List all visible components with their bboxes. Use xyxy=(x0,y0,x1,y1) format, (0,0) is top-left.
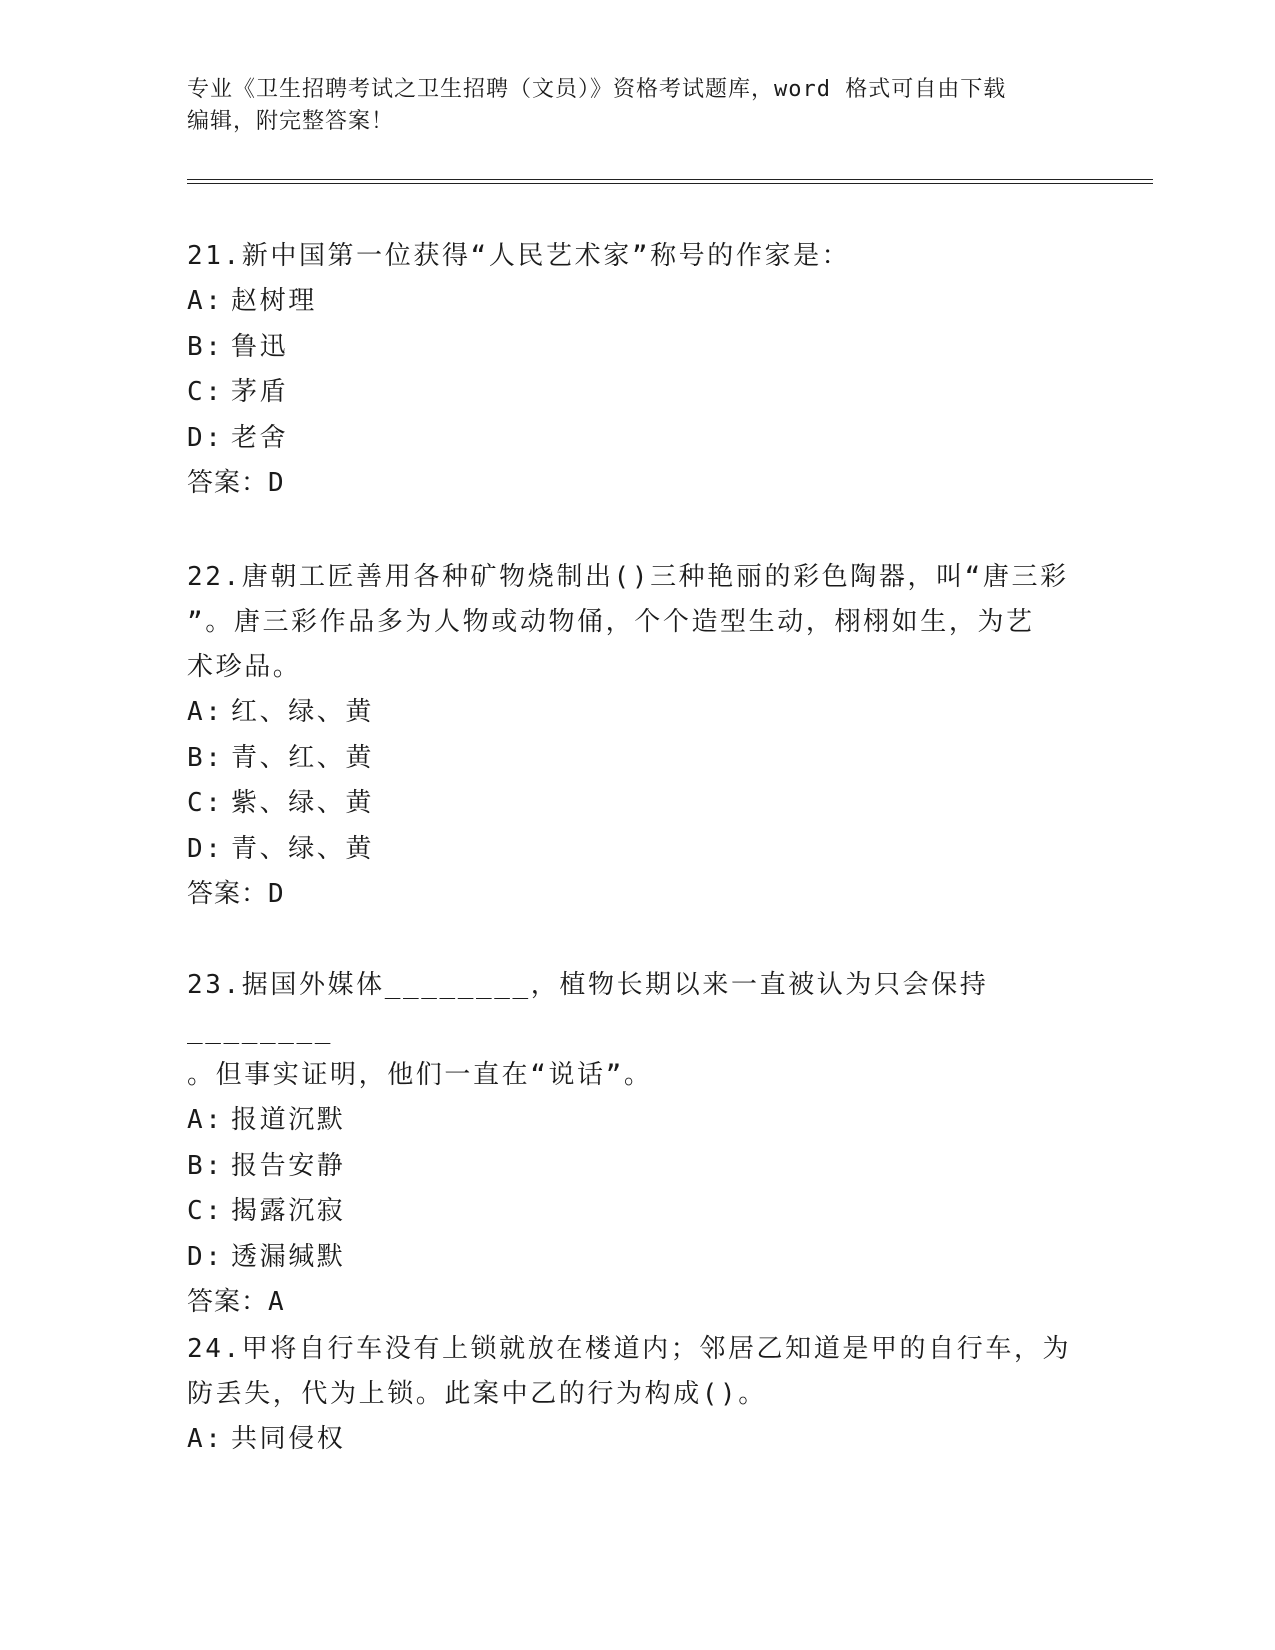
option-d xyxy=(187,827,1087,873)
header-divider-bottom xyxy=(187,183,1153,184)
option-a xyxy=(187,279,1087,325)
option-text: 共同侵权 xyxy=(231,1424,346,1454)
option-label: C: xyxy=(187,1196,224,1226)
answer-value: D xyxy=(268,468,285,498)
question-22 xyxy=(187,555,1087,917)
option-label: C: xyxy=(187,377,224,407)
option-label: B: xyxy=(187,1150,224,1181)
option-b xyxy=(187,736,1087,782)
option-a xyxy=(187,1417,1087,1463)
answer-label: 答案： xyxy=(187,879,269,909)
option-label: A: xyxy=(187,697,224,727)
option-c xyxy=(187,1189,1087,1235)
answer-value: A xyxy=(268,1287,285,1317)
option-text: 报道沉默 xyxy=(231,1105,346,1135)
option-a xyxy=(187,1098,1087,1144)
option-d xyxy=(187,416,1087,462)
document-header xyxy=(187,74,1087,138)
answer-line xyxy=(187,872,1087,917)
header-line-1: 专业《卫生招聘考试之卫生招聘（文员）》资格考试题库，word 格式可自由下载 xyxy=(187,77,1007,102)
option-text: 赵树理 xyxy=(231,286,317,316)
option-b xyxy=(187,325,1087,371)
option-text: 鲁迅 xyxy=(231,331,289,362)
option-label: D: xyxy=(187,833,224,864)
option-text: 红、绿、黄 xyxy=(231,697,375,727)
question-stem-line-2: 防丢失，代为上锁。此案中乙的行为构成()。 xyxy=(187,1379,767,1409)
option-c xyxy=(187,370,1087,416)
option-label: A: xyxy=(187,286,224,316)
option-text: 透漏缄默 xyxy=(231,1241,346,1272)
option-label: C: xyxy=(187,788,224,818)
question-stem-line-2: 。但事实证明，他们一直在“说话”。 xyxy=(187,1060,653,1090)
answer-label: 答案： xyxy=(187,468,269,498)
option-c xyxy=(187,781,1087,827)
question-stem-line-1: 23.据国外媒体________，植物长期以来一直被认为只会保持________ xyxy=(187,970,989,1045)
option-text: 青、绿、黄 xyxy=(231,833,375,864)
option-label: B: xyxy=(187,331,224,362)
option-label: D: xyxy=(187,1241,224,1272)
option-text: 报告安静 xyxy=(231,1150,346,1181)
option-text: 揭露沉寂 xyxy=(231,1196,346,1226)
option-text: 老舍 xyxy=(231,422,289,453)
answer-value: D xyxy=(268,879,285,909)
question-stem: 21.新中国第一位获得“人民艺术家”称号的作家是： xyxy=(187,241,851,271)
question-stem-line-2: ”。唐三彩作品多为人物或动物俑，个个造型生动，栩栩如生，为艺 xyxy=(187,607,1035,637)
option-text: 茅盾 xyxy=(231,377,289,407)
header-line-2: 编辑，附完整答案！ xyxy=(187,109,395,134)
option-text: 紫、绿、黄 xyxy=(231,788,375,818)
question-23 xyxy=(187,963,1087,1325)
question-24 xyxy=(187,1327,1087,1463)
question-stem-line-3: 术珍品。 xyxy=(187,652,302,682)
answer-label: 答案： xyxy=(187,1287,269,1317)
answer-line xyxy=(187,461,1087,506)
option-a xyxy=(187,690,1087,736)
question-stem-line-1: 22.唐朝工匠善用各种矿物烧制出()三种艳丽的彩色陶器，叫“唐三彩 xyxy=(187,562,1069,592)
option-label: A: xyxy=(187,1105,224,1135)
question-21 xyxy=(187,234,1087,506)
option-label: B: xyxy=(187,742,224,773)
option-label: A: xyxy=(187,1424,224,1454)
option-d xyxy=(187,1235,1087,1281)
header-divider-top xyxy=(187,179,1153,180)
option-text: 青、红、黄 xyxy=(231,742,375,773)
option-label: D: xyxy=(187,422,224,453)
question-stem-line-1: 24.甲将自行车没有上锁就放在楼道内；邻居乙知道是甲的自行车，为 xyxy=(187,1334,1072,1364)
option-b xyxy=(187,1144,1087,1190)
answer-line xyxy=(187,1280,1087,1325)
